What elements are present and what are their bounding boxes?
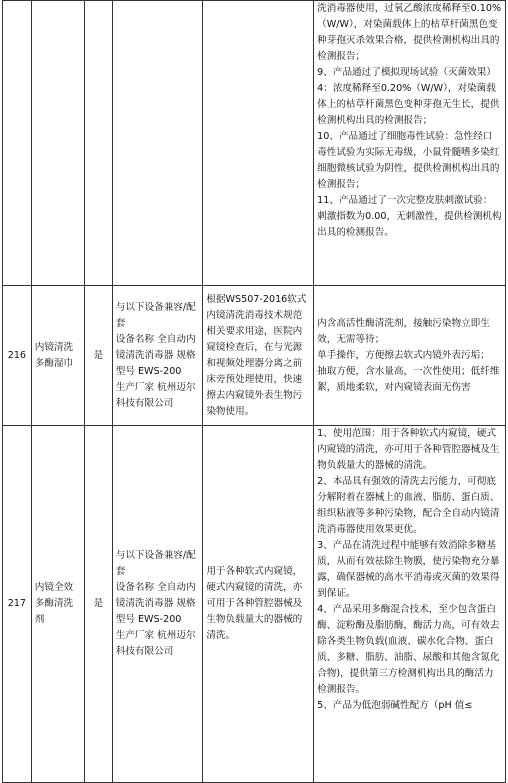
compatibility-cell-text: 与以下设备兼容/配套 设备名称 全自动内镜清洗消毒器 规格型号 EWS-200 生产厂家 杭州迈尔科技有限公司 <box>115 301 196 409</box>
core-flag-cell <box>85 1 113 286</box>
product-name-cell-text: 内镜清洗多酶湿巾 <box>34 341 74 369</box>
feature-item: 4、产品采用多酶混合技术，至少包含蛋白酶、淀粉酶及脂肪酶，酶活力高，可有效去除各类生物负载(血液、碳水化合物、蛋白质、多糖、脂肪、油脂、尿酸和其他含氮化合物)，提供第三方检测机构出具的酶活力检测报告。 <box>317 604 500 695</box>
core-flag-cell <box>85 426 113 783</box>
feature-item: 1、使用范围：用于各种软式内窥镜，硬式内窥镜的清洗，亦可用于各种管腔器械及生物负载量大的器械的清洗。 <box>317 428 500 471</box>
product-name-cell <box>31 1 84 286</box>
product-name-cell <box>31 426 84 783</box>
feature-item: 5、产品为低泡弱碱性配方（pH 值≤ <box>317 700 473 711</box>
feature-item: 洗消毒器使用，过氧乙酸浓度稀释至0.10%（W/W），对染菌载体上的枯草杆菌黑色变种芽孢灭杀效果合格，提供检测机构出具的检测报告； <box>317 3 502 62</box>
compatibility-cell <box>112 286 203 426</box>
product-spec-table <box>2 0 506 783</box>
usage-scope-cell <box>203 426 314 783</box>
feature-item: 2、本品具有强效的清洗去污能力，可彻底分解附着在器械上的血液、脂肪、蛋白质、组织粘液等多种污染物，配合全自动内镜清洗消毒器使用效果更优。 <box>317 476 500 535</box>
compatibility-cell <box>112 426 203 783</box>
compatibility-cell-text: 与以下设备兼容/配套 设备名称 全自动内镜清洗消毒器 规格型号 EWS-200 生产厂家 杭州迈尔科技有限公司 <box>115 550 196 657</box>
compatibility-cell <box>112 1 203 286</box>
item-number-cell-text: 217 <box>7 598 27 609</box>
feature-item: 3、产品在清洗过程中能够有效消除多糖基质，从而有效祛除生物膜，使污染物充分暴露，确保器械的高水平消毒或灭菌的效果得到保证。 <box>317 540 500 599</box>
usage-scope-cell <box>203 1 314 286</box>
feature-item: 9、产品通过了模拟现场试验（灭菌效果）4：浓度稀释至0.20%（W/W），对染菌载体上的枯草杆菌黑色变种芽孢无生长，提供检测机构出具的检测报告； <box>317 67 500 126</box>
features-cell <box>314 286 506 426</box>
core-flag-cell-text: 是 <box>93 349 104 361</box>
usage-scope-cell-text: 用于各种软式内窥镜，硬式内窥镜的清洗，亦可用于各种管腔器械及生物负载量大的器械的清洗。 <box>206 566 303 641</box>
table-row <box>3 426 506 783</box>
feature-item: 10、产品通过了细胞毒性试验：急性经口毒性试验为实际无毒级，小鼠骨髓嗜多染红细胞微核试验为阴性，提供检测机构出具的检测报告； <box>317 131 500 190</box>
feature-item: 11、产品通过了一次完整皮肤刺激试验：刺激指数为0.00，无刺激性，提供检测机构出具的检测报告。 <box>317 195 502 238</box>
table-row <box>3 1 506 286</box>
item-number-cell <box>3 426 32 783</box>
core-flag-cell <box>85 286 113 426</box>
table-row <box>3 286 506 426</box>
item-number-cell-text: 216 <box>7 349 27 361</box>
item-number-cell <box>3 1 32 286</box>
feature-item: 抽取方便，含水量高，一次性使用；低纤维絮，质地柔软，对内窥镜表面无伤害 <box>317 365 500 393</box>
product-name-cell-text: 内镜全效多酶清洗剂 <box>34 582 74 625</box>
core-flag-cell-text: 是 <box>93 598 104 609</box>
feature-item: 单手操作，方便擦去软式内镜外表污垢； <box>317 349 490 361</box>
usage-scope-cell <box>203 286 314 426</box>
feature-item: 内含高活性酶清洗剂，接触污染物立即生效，无需等待； <box>317 317 490 345</box>
features-cell <box>314 426 506 783</box>
product-name-cell <box>31 286 84 426</box>
usage-scope-cell-text: 根据WS507-2016软式内镜清洗消毒技术规范相关要求用途，医院内窥镜检查后，在与光源和视频处理器分离之前床旁预处理使用，快速擦去内窥镜外表生物污染物使用。 <box>206 293 307 417</box>
features-cell <box>314 1 506 286</box>
item-number-cell <box>3 286 32 426</box>
